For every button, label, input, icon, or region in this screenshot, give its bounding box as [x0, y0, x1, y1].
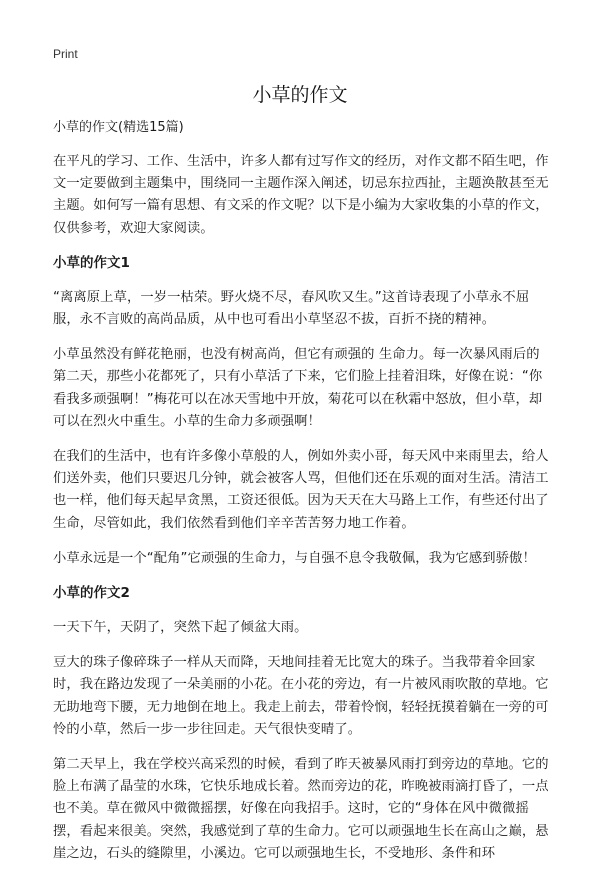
essay-section-1	[53, 253, 549, 570]
section-heading: 小草的作文1	[53, 254, 130, 271]
section-paragraph: 在我们的生活中，也有许多像小草般的人，例如外卖小哥，每天风中来雨里去，给人们送外卖，他们只要迟几分钟，就会被客人骂，但他们还在乐观的面对生活。清洁工也一样，他们每天起早贪黑，工资还很低。因为天天在大马路上工作，有些还付出了生命，尽管如此，我们依然看到他们辛辛苦苦努力地工作着。	[53, 449, 549, 531]
print-label[interactable]: Print	[53, 47, 78, 61]
article-body	[53, 118, 549, 878]
section-paragraph: 一天下午，天阴了，突然下起了倾盆大雨。	[53, 620, 308, 636]
article-subtitle: 小草的作文(精选15篇)	[53, 120, 184, 135]
section-paragraph: 第二天早上，我在学校兴高采烈的时候，看到了昨天被暴风雨打到旁边的草地。它的脸上布满了晶莹的水珠，它快乐地成长着。然而旁边的花，昨晚被雨滴打昏了，一点也不美。草在微风中微微摇摆，好像在向我招手。这时，它的“身体在风中微微摇摆，看起来很美。突然，我感觉到了草的生命力。它可以顽强地生长在高山之巅，悬崖之边，石头的缝隙里，小溪边。它可以顽强地生长，不受地形、条件和环	[53, 757, 549, 861]
intro-paragraph: 在平凡的学习、工作、生活中，许多人都有过写作文的经历，对作文都不陌生吧，作文一定要做到主题集中，围绕同一主题作深入阐述，切忌东拉西扯，主题涣散甚至无主题。如何写一篇有思想、有文采的作文呢？以下是小编为大家收集的小草的作文，仅供参考，欢迎大家阅读。	[53, 154, 549, 236]
section-paragraph: 小草虽然没有鲜花艳丽，也没有树高尚，但它有顽强的 生命力。每一次暴风雨后的第二天，那些小花都死了，只有小草活了下来，它们脸上挂着泪珠，好像在说：“你看我多顽强啊！”梅花可以在冰天雪地中开放，菊花可以在秋霜中怒放，但小草，却可以在烈火中重生。小草的生命力多顽强啊！	[53, 347, 543, 429]
section-paragraph: “离离原上草，一岁一枯荣。野火烧不尽，春风吹又生。”这首诗表现了小草永不屈服，永不言败的高尚品质，从中也可看出小草坚忍不拔，百折不挠的精神。	[53, 289, 530, 328]
section-paragraph: 豆大的珠子像碎珠子一样从天而降，天地间挂着无比宽大的珠子。当我带着伞回家时，我在路边发现了一朵美丽的小花。在小花的旁边，有一片被风雨吹散的草地。它无助地弯下腰，无力地倒在地上。我走上前去，带着怜悯，轻轻抚摸着躺在一旁的可怜的小草，然后一步一步往回走。天气很快变晴了。	[53, 655, 549, 737]
section-heading: 小草的作文2	[53, 585, 130, 602]
essay-section-2	[53, 583, 549, 865]
page-title: 小草的作文	[252, 84, 348, 106]
section-paragraph: 小草永远是一个“配角”它顽强的生命力，与自强不息令我敬佩，我为它感到骄傲！	[53, 550, 536, 566]
